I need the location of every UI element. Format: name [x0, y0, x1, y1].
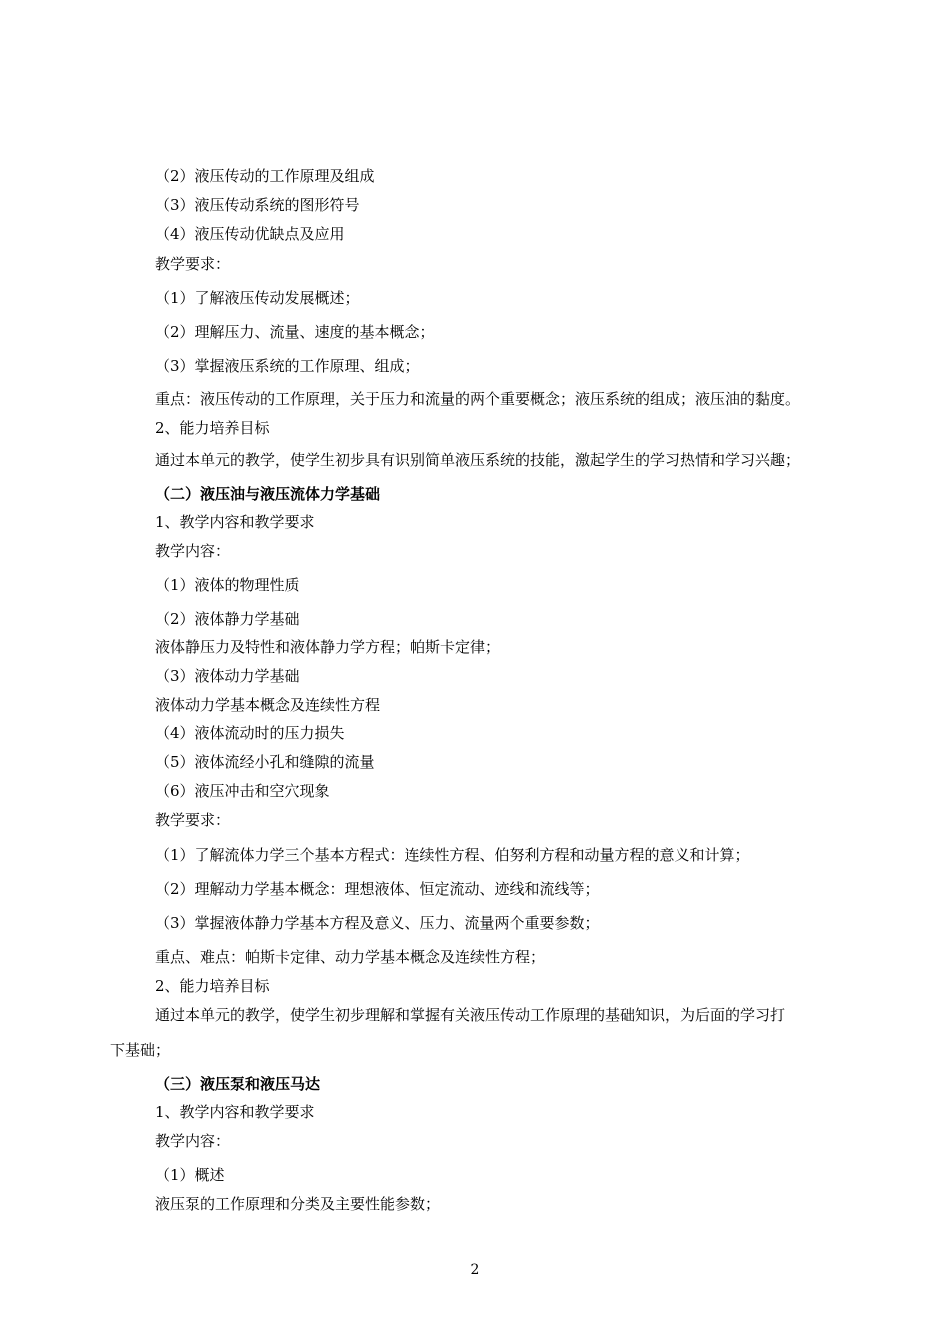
- text-line: 重点、难点：帕斯卡定律、动力学基本概念及连续性方程；: [155, 948, 546, 966]
- text-line: （6）液压冲击和空穴现象: [155, 782, 330, 800]
- text-line: （3）掌握液体静力学基本方程及意义、压力、流量两个重要参数；: [155, 914, 600, 932]
- text-line: 液体动力学基本概念及连续性方程: [155, 696, 381, 714]
- page-number: 2: [470, 1262, 480, 1278]
- text-line: 2、能力培养目标: [155, 977, 270, 995]
- text-line: 下基础；: [110, 1041, 171, 1059]
- text-line: （1）了解液压传动发展概述；: [155, 289, 360, 307]
- text-line: 液体静压力及特性和液体静力学方程；帕斯卡定律；: [155, 638, 501, 656]
- section-heading: （二）液压油与液压流体力学基础: [155, 485, 381, 503]
- text-line: 1、教学内容和教学要求: [155, 1103, 315, 1121]
- text-line: （3）液体动力学基础: [155, 667, 300, 685]
- text-line: （4）液压传动优缺点及应用: [155, 225, 345, 243]
- text-line: （4）液体流动时的压力损失: [155, 724, 345, 742]
- text-line: 2、能力培养目标: [155, 419, 270, 437]
- text-line: 通过本单元的教学，使学生初步具有识别简单液压系统的技能，激起学生的学习热情和学习兴趣；: [155, 451, 801, 469]
- text-line: （1）概述: [155, 1166, 225, 1184]
- text-line: （1）液体的物理性质: [155, 576, 300, 594]
- text-line: （2）液压传动的工作原理及组成: [155, 167, 375, 185]
- text-line: （2）理解压力、流量、速度的基本概念；: [155, 323, 435, 341]
- text-line: （2）理解动力学基本概念：理想液体、恒定流动、迹线和流线等；: [155, 880, 600, 898]
- text-line: 教学内容：: [155, 1132, 231, 1150]
- text-line: 教学要求：: [155, 811, 231, 829]
- text-line: 教学要求：: [155, 255, 231, 273]
- text-line: （3）掌握液压系统的工作原理、组成；: [155, 357, 420, 375]
- text-line: （3）液压传动系统的图形符号: [155, 196, 360, 214]
- text-line: 液压泵的工作原理和分类及主要性能参数；: [155, 1195, 441, 1213]
- text-line: 重点：液压传动的工作原理，关于压力和流量的两个重要概念；液压系统的组成；液压油的黏度。: [155, 390, 801, 408]
- section-heading: （三）液压泵和液压马达: [155, 1075, 321, 1093]
- text-line: （2）液体静力学基础: [155, 610, 300, 628]
- text-line: （1）了解流体力学三个基本方程式：连续性方程、伯努利方程和动量方程的意义和计算；: [155, 846, 750, 864]
- text-line: 教学内容：: [155, 542, 231, 560]
- text-line: 通过本单元的教学，使学生初步理解和掌握有关液压传动工作原理的基础知识，为后面的学习打: [155, 1006, 786, 1024]
- text-line: 1、教学内容和教学要求: [155, 513, 315, 531]
- text-line: （5）液体流经小孔和缝隙的流量: [155, 753, 375, 771]
